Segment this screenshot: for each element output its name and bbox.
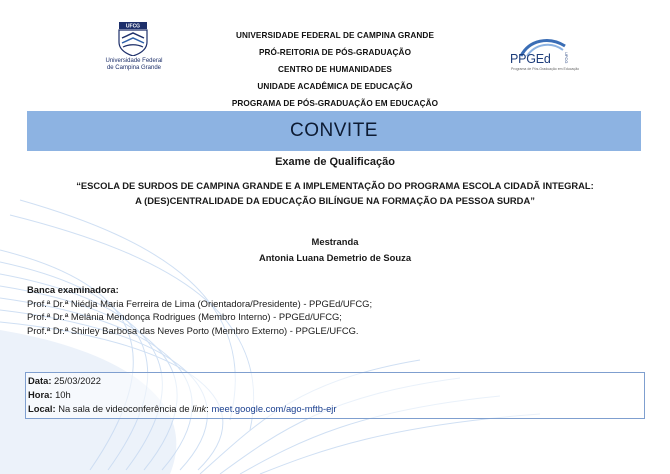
ppged-side-text <box>561 50 569 68</box>
exam-type: Exame de Qualificação <box>275 156 395 168</box>
committee-member: Prof.ª Dr.ª Shirley Barbosa das Neves Porto (Membro Externo) - PPGLE/UFCG. <box>27 324 359 336</box>
header-line: PRÓ-REITORIA DE PÓS-GRADUAÇÃO <box>258 48 412 57</box>
ufcg-crest-icon <box>111 22 155 56</box>
institution-header <box>165 27 505 112</box>
ufcg-logo <box>103 22 165 77</box>
time-row <box>28 389 71 400</box>
time-label: Hora: <box>28 389 53 400</box>
thesis-title <box>20 178 650 208</box>
invitation-banner <box>27 111 641 151</box>
examining-committee <box>27 283 647 337</box>
place-text: Na sala de videoconferência de <box>55 403 193 414</box>
meeting-link[interactable]: meet.google.com/ago-mftb-ejr <box>211 403 337 414</box>
date-value: 25/03/2022 <box>51 375 101 386</box>
candidate-role: Mestranda <box>311 236 359 247</box>
committee-member: Prof.ª Dr.ª Niédja Maria Ferreira de Lima (Orientadora/Presidente) - PPGEd/UFCG; <box>27 297 373 309</box>
header-line: PROGRAMA DE PÓS-GRADUAÇÃO EM EDUCAÇÃO <box>231 99 439 108</box>
header-line: UNIVERSIDADE FEDERAL DE CAMPINA GRANDE <box>235 31 435 40</box>
date-row <box>28 375 101 386</box>
ppged-side-label: UFCG <box>564 52 569 64</box>
header-line: CENTRO DE HUMANIDADES <box>278 65 392 74</box>
thesis-title-line1: “ESCOLA DE SURDOS DE CAMPINA GRANDE E A IMPLEMENTAÇÃO DO PROGRAMA ESCOLA CIDADÃ INTEGRAL: <box>76 180 594 191</box>
ufcg-caption-line2: de Campina Grande <box>106 65 162 71</box>
header-line: UNIDADE ACADÊMICA DE EDUCAÇÃO <box>257 82 413 91</box>
banner-title: CONVITE <box>290 120 378 141</box>
candidate-name: Antonia Luana Demetrio de Souza <box>258 252 412 263</box>
place-link-word: link <box>192 403 207 414</box>
ppged-wordmark: PPGEd <box>510 52 551 66</box>
ufcg-caption-line1: Universidade Federal <box>105 58 163 64</box>
event-details-box <box>25 372 645 419</box>
place-row <box>28 403 337 414</box>
ppged-subtitle: Programa de Pós-Graduação em Educação <box>511 67 580 71</box>
thesis-title-line2: A (DES)CENTRALIDADE DA EDUCAÇÃO BILÍNGUE NA FORMAÇÃO DA PESSOA SURDA” <box>135 195 535 206</box>
committee-member: Prof.ª Dr.ª Melânia Mendonça Rodrigues (Membro Interno) - PPGEd/UFCG; <box>27 311 342 322</box>
date-label: Data: <box>28 375 52 386</box>
time-value: 10h <box>52 389 71 400</box>
ppged-logo <box>505 36 580 76</box>
ufcg-badge-text: UFCG <box>125 23 141 30</box>
place-label: Local: <box>28 403 56 414</box>
place-colon: : <box>206 403 212 414</box>
committee-heading: Banca examinadora: <box>27 284 119 295</box>
